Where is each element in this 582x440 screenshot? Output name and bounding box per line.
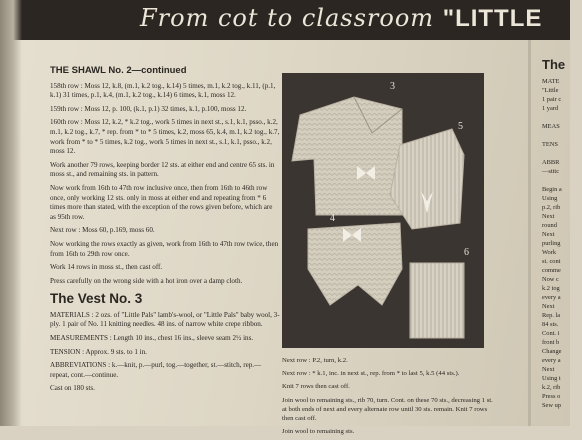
- right-column-line: front b: [542, 339, 560, 346]
- shawl-paragraph: Press carefully on the wrong side with a hot iron over a damp cloth.: [50, 276, 243, 285]
- jacket-3-icon: [292, 97, 402, 215]
- shawl-paragraph: 158th row : Moss 12, k.8, (m.1, k.2 tog., k.14) 5 times, m.1, k.2 tog., k.11, (p.1, k.1) 31 times, p.1, k.4, (m.1, k.2 tog., k.14) 6 times, k.1, moss 12.: [50, 81, 276, 100]
- right-column-line: every a: [542, 357, 561, 364]
- right-column-line: "Little: [542, 87, 559, 94]
- right-column-line: purling: [542, 240, 561, 247]
- photo-label-4: 4: [330, 213, 335, 224]
- shawl-paragraph: Work another 79 rows, keeping border 12 sts. at either end and centre 65 sts. in moss st., and remaining sts. in pattern.: [50, 160, 275, 179]
- right-column-line: Press o: [542, 393, 561, 400]
- right-column-line: every a: [542, 294, 561, 301]
- banner-title-text: From cot to classroom: [140, 4, 435, 32]
- photo-label-6: 6: [464, 247, 469, 258]
- page-shadow: [0, 0, 22, 426]
- right-column-line: Begin a: [542, 186, 562, 193]
- garment-photo: [282, 73, 484, 348]
- bonnet-6-icon: [410, 263, 464, 338]
- right-column-line: round: [542, 222, 557, 229]
- right-column-line: 84 sts.: [542, 321, 559, 328]
- vest-paragraph: Cast on 180 sts.: [50, 384, 95, 393]
- right-column-line: st. cont: [542, 258, 561, 265]
- right-column-line: ABBR: [542, 159, 560, 166]
- shawl-paragraph: Work 14 rows in moss st., then cast off.: [50, 263, 163, 272]
- left-column: [50, 66, 280, 398]
- banner-title-suffix: "LITTLE: [442, 5, 543, 32]
- right-column-line: k.2 tog: [542, 285, 560, 292]
- right-column-line: Now c: [542, 276, 559, 283]
- right-column-line: Cont. i: [542, 330, 560, 337]
- right-column-line: Next: [542, 303, 555, 310]
- right-column-line: Sew up: [542, 402, 561, 409]
- shawl-paragraph: Now work from 16th to 47th row inclusive once, then from 16th to 46th row once, only working 12 sts. only in moss at either end and repeating from * 6 times more than stated, with the exception of the rows given before, which are as 95th row.: [50, 183, 273, 221]
- vest-paragraph: ABBREVIATIONS : k.—knit, p.—purl, tog.—together, st.—stitch, rep.—repeat, cont.—continue.: [50, 361, 262, 379]
- vest-paragraph: MEASUREMENTS : Length 10 ins., chest 16 ins., sleeve seam 2½ ins.: [50, 334, 254, 343]
- middle-paragraph: Knit 7 rows then cast off.: [282, 383, 350, 391]
- right-column-line: [542, 131, 582, 140]
- middle-paragraph: Next row : P.2, turn, k.2.: [282, 357, 348, 364]
- right-column-line: Next: [542, 366, 555, 373]
- vest-paragraph: MATERIALS : 2 ozs. of "Little Pals" lamb's-wool, or "Little Pals" baby wool, 3-ply. 1 pair of No. 11 knitting needles. 48 ins. of narrow white crepe ribbon.: [50, 310, 280, 329]
- pants-4-icon: [308, 223, 402, 305]
- banner: [0, 0, 570, 40]
- right-column-line: [542, 113, 582, 122]
- vest-paragraph: TENSION : Approx. 9 sts. to 1 in.: [50, 347, 147, 356]
- photo-label-5: 5: [458, 121, 463, 132]
- photo-label-3: 3: [390, 81, 395, 92]
- page-fold: [528, 40, 531, 426]
- shawl-paragraph: 159th row : Moss 12, p. 100, (k.1, p.1) 32 times, k.1, p.100, moss 12.: [50, 104, 247, 113]
- shawl-paragraph: Next row : Moss 60, p.169, moss 60.: [50, 226, 155, 235]
- right-column-line: —stitc: [542, 168, 560, 175]
- shawl-heading: THE SHAWL No. 2—continued: [50, 65, 187, 76]
- garment-illustration: [282, 73, 484, 348]
- right-column-text: [542, 77, 582, 410]
- right-column: [542, 57, 582, 410]
- right-column-line: [542, 149, 582, 158]
- right-column-line: 1 pair c: [542, 96, 562, 103]
- vest-heading: The Vest No. 3: [50, 291, 143, 307]
- right-column-line: TENS: [542, 141, 558, 148]
- middle-paragraph: Join wool to remaining sts., rib 70, turn. Cont. on these 70 sts., decreasing 1 st. at both ends of next and every alternate row until 30 sts. remain. Knit 7 rows then cast off.: [282, 396, 493, 423]
- right-column-line: Work: [542, 249, 557, 256]
- middle-paragraph: Join wool to remaining sts.: [282, 428, 355, 436]
- middle-paragraph: Next row : * k.1, inc. in next st., rep. from * to last 5, k.5 (44 sts.).: [282, 370, 460, 378]
- shawl-paragraph: 160th row : Moss 12, k.2, * k.2 tog., work 5 times in next st., s.1, k.1, psso., k.2, m.1, k.2 tog., k.7, * rep. from * to * 5 times, k.2, moss 65, k.4, m.1, k.2 tog., k.7, work from * to * 5 times, k.2 tog., work 5 times in next st., s.1, k.1, psso., k.2, moss 12.: [50, 118, 280, 156]
- right-column-line: 1 yard: [542, 105, 559, 112]
- banner-title: [140, 4, 542, 33]
- right-column-line: Using: [542, 195, 558, 202]
- right-column-line: MATE: [542, 78, 560, 85]
- right-column-line: k.2, rib: [542, 384, 561, 391]
- right-column-line: [542, 176, 582, 185]
- right-column-line: Using t: [542, 375, 561, 382]
- right-column-title: The: [542, 57, 566, 72]
- right-column-line: MEAS: [542, 123, 560, 130]
- vest-instructions: [50, 311, 280, 394]
- middle-instructions: [282, 356, 497, 440]
- right-column-line: p.2, rib: [542, 204, 561, 211]
- right-column-line: Next: [542, 213, 555, 220]
- right-column-line: Change: [542, 348, 562, 355]
- shawl-instructions: [50, 82, 280, 287]
- right-column-line: Next: [542, 231, 555, 238]
- right-column-line: comme: [542, 267, 561, 274]
- shawl-paragraph: Now working the rows exactly as given, work from 16th to 47th row twice, then from 16th to 29th row once.: [50, 239, 279, 258]
- right-column-line: Rep. la: [542, 312, 561, 319]
